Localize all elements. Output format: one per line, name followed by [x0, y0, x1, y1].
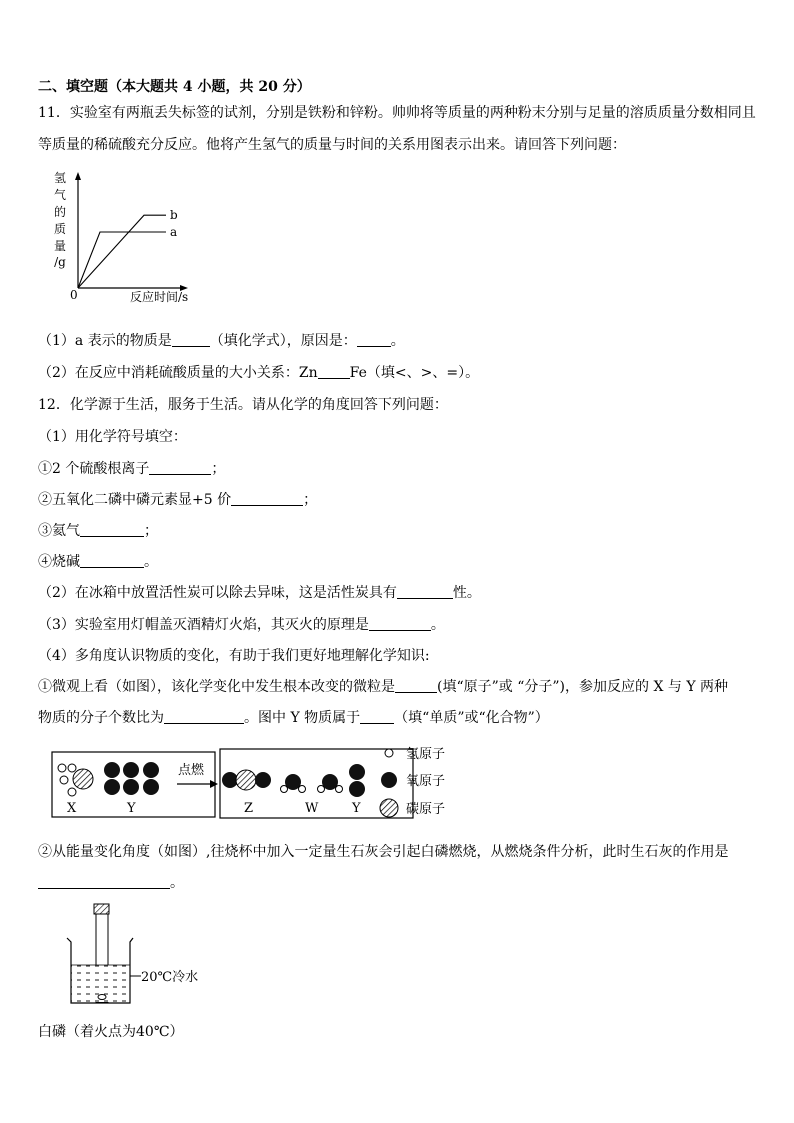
- label-y: Y: [127, 801, 136, 816]
- legend-hydrogen-icon: [385, 749, 393, 757]
- hydrogen-atom: [68, 764, 76, 772]
- molecule-reaction-diagram: [50, 740, 470, 824]
- q12-item2-text: ②五氧化二磷中磷元素显+5 价: [38, 492, 232, 508]
- label-w: W: [305, 801, 319, 816]
- q12-micro-text-2: (填“原子”或 “分子”)，参加反应的 X 与 Y 两种: [437, 679, 729, 695]
- label-z: Z: [244, 801, 254, 816]
- hydrogen-atom: [318, 786, 325, 793]
- molecule-y-leftover: [349, 764, 365, 797]
- q12-part2: [38, 584, 481, 602]
- origin-label: 0: [70, 288, 78, 302]
- ylabel-char: 氢: [53, 171, 67, 185]
- oxygen-atom: [143, 779, 159, 795]
- q11-stem-line2: 等质量的稀硫酸充分反应。他将产生氢气的质量与时间的关系用图表示出来。请回答下列问题：: [38, 137, 626, 153]
- ylabel-char: 气: [53, 188, 67, 202]
- oxygen-atom: [349, 781, 365, 797]
- hydrogen-atom: [58, 764, 66, 772]
- legend: [380, 747, 445, 817]
- molecules-w: [281, 774, 343, 793]
- q11-sub2-end: Fe（填<、>、=）。: [349, 365, 480, 381]
- oxygen-atom: [255, 772, 271, 788]
- oxygen-atom: [123, 779, 139, 795]
- q12-item1-text: ①2 个硫酸根离子: [38, 461, 150, 477]
- oxygen-atom: [123, 762, 139, 778]
- arrow-label: 点燃: [178, 763, 205, 778]
- q12-part3: [38, 616, 445, 634]
- q11-sub1-text-2: （填化学式），原因是：: [209, 333, 357, 349]
- q12-item4-end: 。: [144, 554, 158, 570]
- ylabel-char: 量: [53, 239, 67, 253]
- q12-micro-line2: [38, 709, 549, 727]
- q12-item4-text: ④烧碱: [38, 554, 80, 570]
- q12-micro-text-4: 。图中 Y 物质属于: [244, 710, 361, 726]
- q11-sub1: [38, 332, 405, 350]
- q11-sub1-text: （1）a 表示的物质是: [38, 333, 172, 349]
- oxygen-atom: [143, 762, 159, 778]
- q12-stem: 12．化学源于生活，服务于生活。请从化学的角度回答下列问题：: [38, 397, 448, 413]
- molecule-z: [222, 770, 271, 790]
- q11-sub1-end: 。: [390, 333, 405, 349]
- q12-part1: （1）用化学符号填空：: [38, 429, 187, 445]
- q12-item4: [38, 553, 158, 571]
- label-y-product: Y: [352, 801, 361, 816]
- chart-ylabel: [54, 171, 66, 269]
- q12-micro-text-5: （填“单质”或“化合物”）: [394, 710, 549, 726]
- phosphorus-label: 白磷（着火点为40℃）: [38, 1024, 184, 1040]
- answer-blank[interactable]: [360, 709, 394, 724]
- stopper: [94, 904, 109, 914]
- y-axis-arrow: [75, 172, 81, 180]
- series-line-a: [78, 232, 166, 288]
- hydrogen-atom: [281, 786, 288, 793]
- series-label-a: a: [170, 225, 178, 239]
- legend-oxygen-label: 氧原子: [406, 774, 446, 789]
- q11-sub2: [38, 364, 479, 382]
- section-title: 二、填空题（本大题共 4 小题，共 20 分）: [38, 79, 311, 95]
- q12-item2-end: ；: [303, 492, 318, 508]
- white-phosphorus: [98, 995, 106, 1000]
- q12-item3-end: ；: [144, 523, 158, 539]
- q12-energy-line2: [38, 874, 184, 892]
- answer-blank[interactable]: [38, 874, 170, 889]
- molecules-y: [104, 762, 159, 795]
- beaker-diagram: [40, 900, 230, 1008]
- oxygen-atom: [104, 762, 120, 778]
- q12-part3-end: 。: [430, 617, 445, 633]
- q12-item2: [38, 491, 317, 509]
- answer-blank[interactable]: [80, 522, 144, 537]
- hydrogen-atom: [60, 776, 68, 784]
- answer-blank[interactable]: [318, 364, 350, 379]
- q12-part3-text: （3）实验室用灯帽盖灭酒精灯火焰，其灭火的原理是: [38, 617, 369, 633]
- series-line-b: [78, 215, 166, 288]
- x-axis-label: 反应时间/s: [130, 290, 189, 304]
- q12-item3: [38, 522, 158, 540]
- q12-part2-end: 性。: [452, 585, 481, 601]
- q12-energy-line1: ②从能量变化角度（如图）,往烧杯中加入一定量生石灰会引起白磷燃烧，从燃烧条件分析，此时生石灰的作用是: [38, 844, 729, 860]
- answer-blank[interactable]: [149, 460, 211, 475]
- legend-carbon-label: 碳原子: [406, 802, 446, 817]
- carbon-atom: [236, 770, 256, 790]
- hydrogen-mass-chart: [40, 168, 210, 308]
- hydrogen-atom: [336, 786, 343, 793]
- label-x: X: [67, 801, 77, 816]
- q12-part2-text: （2）在冰箱中放置活性炭可以除去异味，这是活性炭具有: [38, 585, 397, 601]
- ylabel-char: 质: [53, 222, 67, 236]
- answer-blank[interactable]: [395, 678, 437, 693]
- answer-blank[interactable]: [357, 332, 391, 347]
- hydrogen-atom: [299, 786, 306, 793]
- ylabel-char: /g: [54, 255, 66, 269]
- ylabel-char: 的: [53, 205, 67, 219]
- series-label-b: b: [170, 208, 178, 223]
- oxygen-atom: [349, 764, 365, 780]
- q12-micro-text: ①微观上看（如图），该化学变化中发生根本改变的微粒是: [38, 679, 395, 695]
- legend-hydrogen-label: 氢原子: [406, 747, 446, 762]
- q12-item3-text: ③氦气: [38, 523, 80, 539]
- q12-item1-end: ；: [211, 461, 226, 477]
- answer-blank[interactable]: [369, 616, 431, 631]
- answer-blank[interactable]: [164, 709, 244, 724]
- q12-item1: [38, 460, 225, 478]
- legend-oxygen-icon: [381, 772, 397, 788]
- water-label: 20℃冷水: [141, 970, 199, 985]
- answer-blank[interactable]: [80, 553, 144, 568]
- arrow-head: [210, 780, 218, 788]
- q11-sub2-text: （2）在反应中消耗硫酸质量的大小关系：Zn: [38, 365, 318, 381]
- hydrogen-atom: [68, 788, 76, 796]
- q11-stem-line1: 11．实验室有两瓶丢失标签的试剂，分别是铁粉和锌粉。帅帅将等质量的两种粉末分别与足量的溶质质量分数相同且: [38, 105, 756, 121]
- carbon-atom: [73, 769, 93, 789]
- legend-carbon-icon: [380, 799, 398, 817]
- answer-blank[interactable]: [231, 491, 303, 506]
- answer-blank[interactable]: [397, 584, 453, 599]
- q12-part4: （4）多角度认识物质的变化，有助于我们更好地理解化学知识:: [38, 648, 430, 664]
- molecule-x: [58, 764, 93, 796]
- answer-blank[interactable]: [172, 332, 210, 347]
- q12-energy-end: 。: [170, 875, 184, 891]
- q12-micro-line1: [38, 678, 728, 696]
- oxygen-atom: [104, 779, 120, 795]
- q12-micro-text-3: 物质的分子个数比为: [38, 710, 164, 726]
